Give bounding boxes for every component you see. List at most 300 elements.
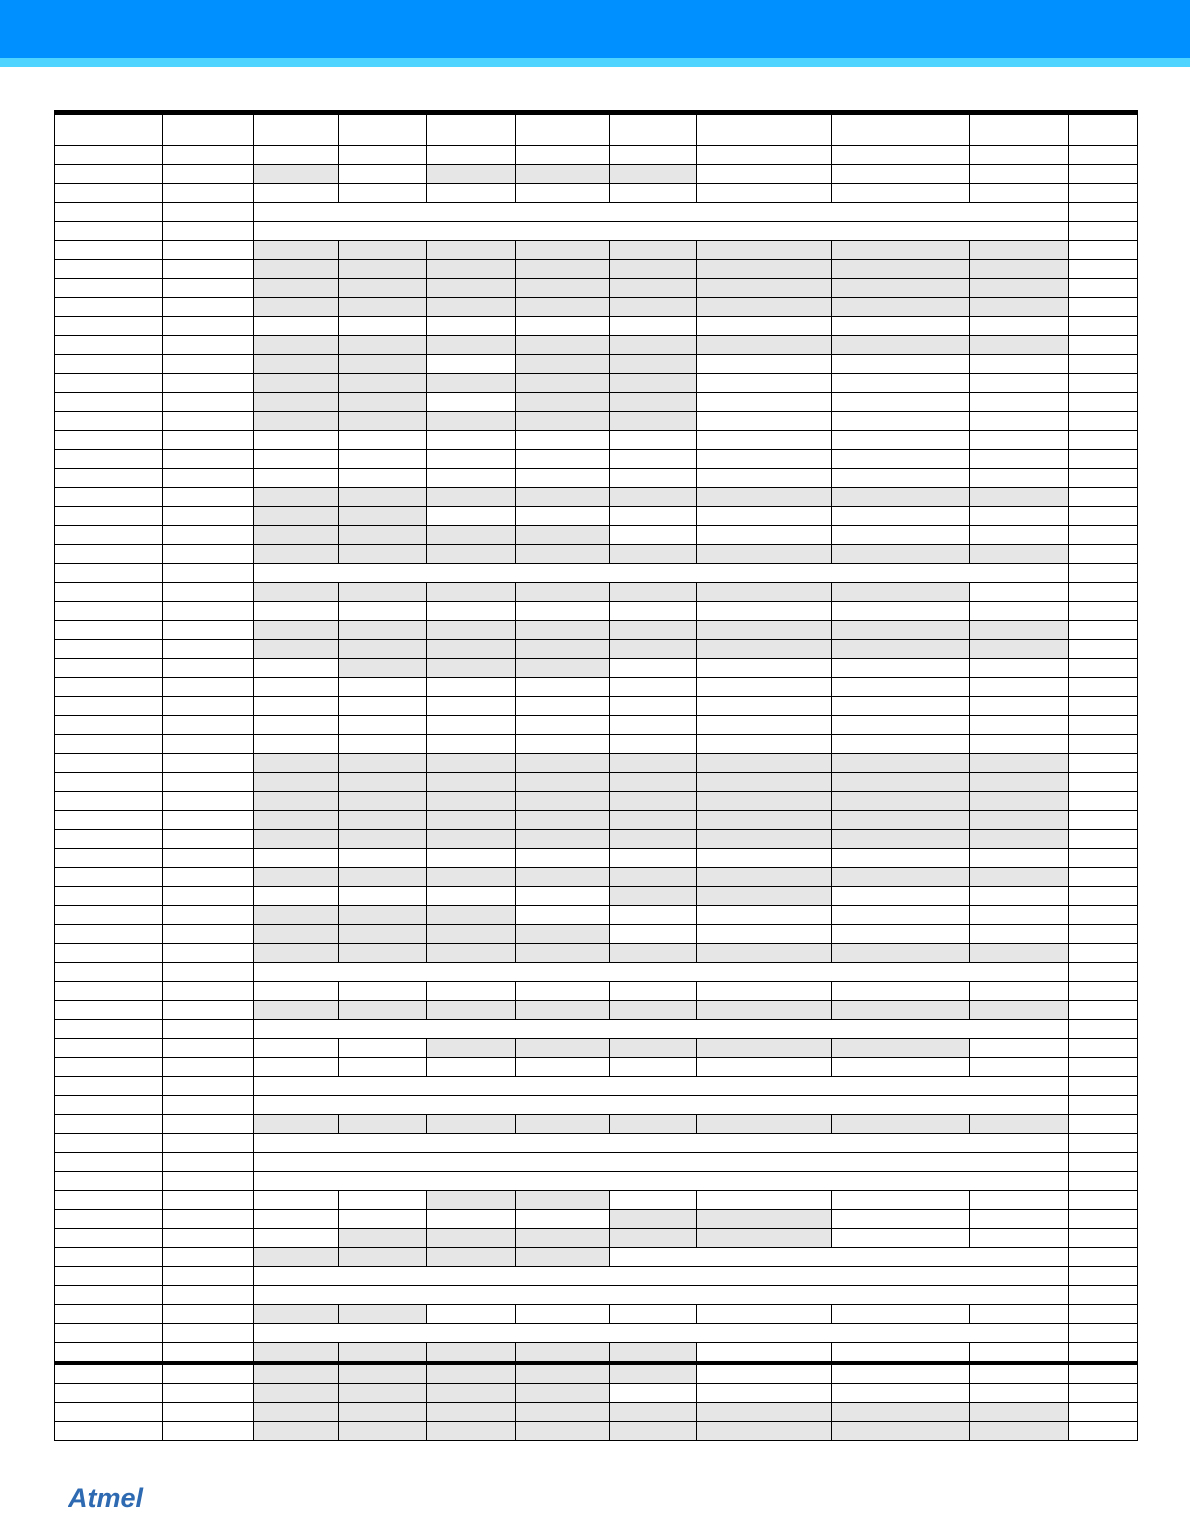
bit-cell [832, 1115, 970, 1134]
bit-cell [970, 678, 1069, 697]
address-cell [55, 113, 163, 146]
address-cell [55, 678, 163, 697]
address-cell [55, 621, 163, 640]
bit-cell [610, 374, 697, 393]
bit-cell [697, 1305, 832, 1324]
bit-cell [516, 1363, 610, 1384]
bit-cell [427, 1191, 516, 1210]
address-cell [55, 165, 163, 184]
bit-cell [832, 849, 970, 868]
register-table-body [55, 113, 1138, 1441]
bit-cell [970, 450, 1069, 469]
bit-cell [516, 773, 610, 792]
bit-cell [516, 469, 610, 488]
reserved-bits-cell [254, 1286, 1069, 1305]
table-row [55, 963, 1138, 982]
bit-cell [832, 507, 970, 526]
address-cell [55, 298, 163, 317]
bit-cell [610, 431, 697, 450]
bit-cell [339, 355, 427, 374]
bit-cell [427, 113, 516, 146]
name-cell [163, 1305, 254, 1324]
bit-cell [427, 925, 516, 944]
address-cell [55, 241, 163, 260]
bit-cell [970, 146, 1069, 165]
table-row [55, 260, 1138, 279]
bit-cell [339, 1191, 427, 1210]
bit-cell [832, 1001, 970, 1020]
bit-cell [516, 678, 610, 697]
bit-cell [254, 1422, 339, 1441]
address-cell [55, 659, 163, 678]
address-cell [55, 355, 163, 374]
bit-cell [516, 659, 610, 678]
address-cell [55, 925, 163, 944]
register-summary-table [54, 110, 1138, 1441]
address-cell [55, 1191, 163, 1210]
bit-cell [427, 1248, 516, 1267]
bit-cell [697, 1001, 832, 1020]
table-row [55, 1286, 1138, 1305]
address-cell [55, 317, 163, 336]
bit-cell [610, 754, 697, 773]
bit-cell [970, 868, 1069, 887]
bit-cell [339, 735, 427, 754]
bit-cell [610, 336, 697, 355]
name-cell [163, 412, 254, 431]
bit-cell [427, 1210, 516, 1229]
table-row [55, 602, 1138, 621]
bit-cell [970, 640, 1069, 659]
bit-cell [832, 1305, 970, 1324]
bit-cell [254, 621, 339, 640]
page-cell [1069, 1039, 1138, 1058]
bit-cell [970, 184, 1069, 203]
bit-cell [427, 279, 516, 298]
bit-cell [427, 811, 516, 830]
bit-cell [610, 260, 697, 279]
name-cell [163, 1403, 254, 1422]
bit-cell [516, 165, 610, 184]
name-cell [163, 754, 254, 773]
bit-cell [970, 317, 1069, 336]
bit-cell [970, 773, 1069, 792]
bit-cell [832, 1039, 970, 1058]
bit-cell [697, 431, 832, 450]
bit-cell [254, 1191, 339, 1210]
bit-cell [427, 754, 516, 773]
bit-cell [697, 1229, 832, 1248]
bit-cell [832, 146, 970, 165]
bit-cell [970, 260, 1069, 279]
address-cell [55, 1343, 163, 1364]
bit-cell [697, 184, 832, 203]
bit-cell [610, 811, 697, 830]
page-cell [1069, 1324, 1138, 1343]
bit-cell [970, 374, 1069, 393]
bit-cell [427, 507, 516, 526]
bit-cell [339, 279, 427, 298]
bit-cell [697, 773, 832, 792]
page-cell [1069, 203, 1138, 222]
page-cell [1069, 222, 1138, 241]
page-cell [1069, 1422, 1138, 1441]
bit-cell [427, 1305, 516, 1324]
bit-cell [970, 488, 1069, 507]
name-cell [163, 963, 254, 982]
table-row [55, 906, 1138, 925]
reserved-bits-cell [254, 1134, 1069, 1153]
bit-cell [697, 507, 832, 526]
bit-cell [254, 431, 339, 450]
name-cell [163, 507, 254, 526]
name-cell [163, 1191, 254, 1210]
bit-cell [339, 545, 427, 564]
bit-cell [832, 925, 970, 944]
bit-cell [339, 602, 427, 621]
bit-cell [832, 868, 970, 887]
name-cell [163, 1384, 254, 1403]
bit-cell [339, 1229, 427, 1248]
address-cell [55, 849, 163, 868]
bit-cell [610, 469, 697, 488]
bit-cell [970, 811, 1069, 830]
page-cell [1069, 1248, 1138, 1267]
bit-cell [697, 1210, 832, 1229]
address-cell [55, 393, 163, 412]
bit-cell [339, 1248, 427, 1267]
page-cell [1069, 1077, 1138, 1096]
bit-cell [339, 1115, 427, 1134]
table-row [55, 545, 1138, 564]
bit-cell [516, 317, 610, 336]
bit-cell [516, 1403, 610, 1422]
bit-cell [970, 393, 1069, 412]
name-cell [163, 1096, 254, 1115]
bit-cell [254, 469, 339, 488]
bit-cell [427, 1363, 516, 1384]
bit-cell [970, 355, 1069, 374]
name-cell [163, 773, 254, 792]
name-cell [163, 849, 254, 868]
bit-cell [610, 849, 697, 868]
bit-cell [516, 583, 610, 602]
bit-cell [516, 1058, 610, 1077]
bit-cell [339, 374, 427, 393]
bit-cell [610, 773, 697, 792]
bit-cell [254, 868, 339, 887]
bit-cell [254, 146, 339, 165]
table-row [55, 792, 1138, 811]
bit-cell [697, 583, 832, 602]
page-cell [1069, 621, 1138, 640]
table-row [55, 640, 1138, 659]
bit-cell [832, 412, 970, 431]
bit-cell [610, 1039, 697, 1058]
table-row [55, 1191, 1138, 1210]
bit-cell [516, 735, 610, 754]
bit-cell [516, 488, 610, 507]
bit-cell [427, 526, 516, 545]
address-cell [55, 1172, 163, 1191]
bit-cell [832, 659, 970, 678]
address-cell [55, 1001, 163, 1020]
bit-cell [339, 678, 427, 697]
bit-cell [254, 849, 339, 868]
page-cell [1069, 1096, 1138, 1115]
bit-cell [610, 1229, 697, 1248]
address-cell [55, 450, 163, 469]
bit-cell [832, 1363, 970, 1384]
bit-cell [832, 1403, 970, 1422]
name-cell [163, 811, 254, 830]
address-cell [55, 602, 163, 621]
page-cell [1069, 982, 1138, 1001]
address-cell [55, 184, 163, 203]
bit-cell [516, 298, 610, 317]
bit-cell [697, 792, 832, 811]
bit-cell [339, 697, 427, 716]
bit-cell [970, 431, 1069, 450]
bit-cell [427, 944, 516, 963]
bit-cell [427, 678, 516, 697]
bit-cell [516, 925, 610, 944]
bit-cell [610, 1001, 697, 1020]
page-cell [1069, 298, 1138, 317]
page-cell [1069, 1115, 1138, 1134]
bit-cell [254, 450, 339, 469]
bit-cell [427, 1384, 516, 1403]
page-cell [1069, 830, 1138, 849]
bit-cell [970, 621, 1069, 640]
table-row [55, 1305, 1138, 1324]
bit-cell [832, 317, 970, 336]
table-row [55, 716, 1138, 735]
bit-cell [427, 830, 516, 849]
bit-cell [610, 165, 697, 184]
page-cell [1069, 526, 1138, 545]
name-cell [163, 887, 254, 906]
bit-cell [516, 1001, 610, 1020]
address-cell [55, 1096, 163, 1115]
bit-cell [832, 830, 970, 849]
bit-cell [697, 716, 832, 735]
table-row [55, 203, 1138, 222]
page-cell [1069, 545, 1138, 564]
bit-cell [427, 640, 516, 659]
page-cell [1069, 1172, 1138, 1191]
bit-cell [697, 1058, 832, 1077]
page-cell [1069, 374, 1138, 393]
bit-cell [970, 716, 1069, 735]
bit-cell [697, 241, 832, 260]
bit-cell [832, 640, 970, 659]
bit-cell [339, 1305, 427, 1324]
bit-cell [427, 849, 516, 868]
bit-cell [610, 1191, 697, 1210]
bit-cell [427, 450, 516, 469]
name-cell [163, 982, 254, 1001]
bit-cell [427, 241, 516, 260]
bit-cell [254, 906, 339, 925]
bit-cell [254, 887, 339, 906]
name-cell [163, 1267, 254, 1286]
reserved-bits-cell [254, 1267, 1069, 1286]
page-cell [1069, 1305, 1138, 1324]
bit-cell [970, 1115, 1069, 1134]
name-cell [163, 1115, 254, 1134]
address-cell [55, 469, 163, 488]
bit-cell [970, 849, 1069, 868]
table-row [55, 1172, 1138, 1191]
bit-cell [516, 545, 610, 564]
bit-cell [697, 165, 832, 184]
table-row [55, 1324, 1138, 1343]
page-cell [1069, 1403, 1138, 1422]
page-cell [1069, 583, 1138, 602]
bit-cell [254, 1229, 339, 1248]
table-row [55, 1001, 1138, 1020]
bit-cell [254, 811, 339, 830]
table-row [55, 355, 1138, 374]
name-cell [163, 545, 254, 564]
bit-cell [516, 184, 610, 203]
table-row [55, 1020, 1138, 1039]
bit-cell [427, 887, 516, 906]
reserved-bits-cell [254, 1324, 1069, 1343]
address-cell [55, 1210, 163, 1229]
page-cell [1069, 925, 1138, 944]
bit-cell [610, 868, 697, 887]
name-cell [163, 374, 254, 393]
bit-cell [254, 355, 339, 374]
address-cell [55, 222, 163, 241]
bit-cell [970, 241, 1069, 260]
table-row [55, 469, 1138, 488]
bit-cell [254, 260, 339, 279]
bit-cell [832, 811, 970, 830]
bit-cell [427, 659, 516, 678]
page-cell [1069, 1153, 1138, 1172]
bit-cell [970, 165, 1069, 184]
table-row [55, 374, 1138, 393]
bit-cell [832, 336, 970, 355]
reserved-bits-cell [254, 1153, 1069, 1172]
bit-cell [970, 279, 1069, 298]
table-row [55, 222, 1138, 241]
name-cell [163, 1172, 254, 1191]
bit-cell [697, 336, 832, 355]
table-row [55, 754, 1138, 773]
bit-cell [427, 393, 516, 412]
bit-cell [254, 184, 339, 203]
table-row [55, 507, 1138, 526]
bit-cell [610, 488, 697, 507]
table-row [55, 146, 1138, 165]
bit-cell [427, 1343, 516, 1364]
page-cell [1069, 735, 1138, 754]
bit-cell [832, 165, 970, 184]
bit-cell [697, 1422, 832, 1441]
address-cell [55, 507, 163, 526]
bit-cell [339, 469, 427, 488]
name-cell [163, 1248, 254, 1267]
address-cell [55, 1384, 163, 1403]
bit-cell [832, 944, 970, 963]
address-cell [55, 1248, 163, 1267]
name-cell [163, 203, 254, 222]
bit-cell [516, 640, 610, 659]
bit-cell [516, 621, 610, 640]
name-cell [163, 146, 254, 165]
bit-cell [970, 792, 1069, 811]
reserved-bits-cell [254, 1077, 1069, 1096]
bit-cell [254, 113, 339, 146]
bit-cell [339, 113, 427, 146]
bit-cell [970, 754, 1069, 773]
bit-cell [254, 1001, 339, 1020]
name-cell [163, 1363, 254, 1384]
bit-cell [254, 735, 339, 754]
bit-cell [610, 1343, 697, 1364]
header-bar [0, 0, 1190, 58]
bit-cell [697, 754, 832, 773]
table-row [55, 526, 1138, 545]
bit-cell [970, 526, 1069, 545]
bit-cell [697, 393, 832, 412]
page-cell [1069, 963, 1138, 982]
bit-cell [832, 602, 970, 621]
name-cell [163, 830, 254, 849]
bit-cell [832, 1058, 970, 1077]
name-cell [163, 583, 254, 602]
bit-cell [697, 469, 832, 488]
bit-cell [697, 450, 832, 469]
bit-cell [610, 412, 697, 431]
address-cell [55, 260, 163, 279]
bit-cell [254, 507, 339, 526]
bit-cell [339, 659, 427, 678]
bit-cell [610, 279, 697, 298]
bit-cell [610, 545, 697, 564]
bit-cell [832, 374, 970, 393]
bit-cell [610, 716, 697, 735]
bit-cell [610, 1115, 697, 1134]
bit-cell [427, 583, 516, 602]
bit-cell [339, 925, 427, 944]
table-row [55, 659, 1138, 678]
name-cell [163, 1343, 254, 1364]
bit-cell [339, 317, 427, 336]
page-cell [1069, 113, 1138, 146]
page-cell [1069, 1286, 1138, 1305]
table-row [55, 1363, 1138, 1384]
name-cell [163, 279, 254, 298]
bit-cell [697, 1363, 832, 1384]
bit-cell [254, 659, 339, 678]
bit-cell [427, 716, 516, 735]
address-cell [55, 982, 163, 1001]
name-cell [163, 697, 254, 716]
bit-cell [832, 1210, 970, 1229]
name-cell [163, 1422, 254, 1441]
bit-cell [832, 545, 970, 564]
bit-cell [970, 507, 1069, 526]
bit-cell [516, 113, 610, 146]
table-row [55, 697, 1138, 716]
bit-cell [254, 393, 339, 412]
bit-cell [516, 1229, 610, 1248]
